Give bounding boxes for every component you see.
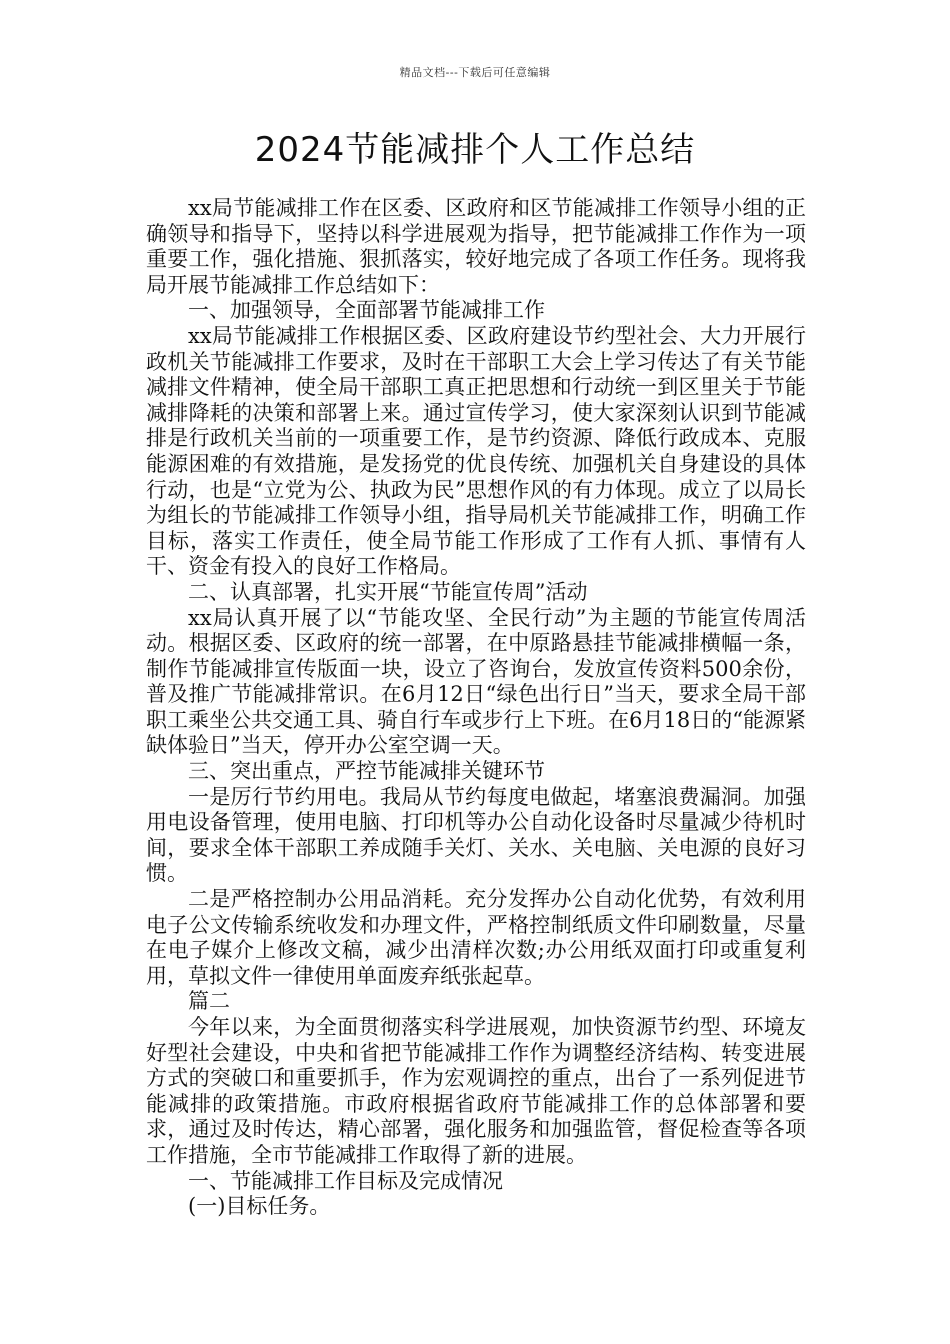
- section-heading-targets: 一、节能减排工作目标及完成情况: [188, 1168, 503, 1193]
- subsection-heading-tasks: (一)目标任务。: [188, 1194, 331, 1219]
- section-heading-1: 一、加强领导，全面部署节能减排工作: [188, 298, 545, 323]
- paragraph-part-two-intro: 今年以来，为全面贯彻落实科学进展观，加快资源节约型、环境友好型社会建设，中央和省把节能减排工作作为调整经济结构、转变进展方式的突破口和重要抓手，作为宏观调控的重点，出台了一系列促进节能减排的政策措施。市政府根据省政府节能减排工作的总体部署和要求，通过及时传达，精心部署，强化服务和加强监管，督促检查等各项工作措施，全市节能减排工作取得了新的进展。: [146, 1015, 806, 1167]
- section-heading-3: 三、突出重点，严控节能减排关键环节: [188, 759, 545, 784]
- document-title: 2024节能减排个人工作总结: [254, 130, 696, 170]
- paragraph-electricity: 一是厉行节约用电。我局从节约每度电做起，堵塞浪费漏洞。加强用电设备管理，使用电脑、打印机等办公自动化设备时尽量减少待机时间，要求全体干部职工养成随手关灯、关水、关电脑、关电源的良好习惯。: [146, 784, 806, 886]
- paragraph-intro: xx局节能减排工作在区委、区政府和区节能减排工作领导小组的正确领导和指导下，坚持以科学进展观为指导，把节能减排工作作为一项重要工作，强化措施、狠抓落实，较好地完成了各项工作任务。现将我局开展节能减排工作总结如下：: [146, 196, 806, 297]
- paragraph-section-2: xx局认真开展了以“节能攻坚、全民行动”为主题的节能宣传周活动。根据区委、区政府的统一部署，在中原路悬挂节能减排横幅一条，制作节能减排宣传版面一块，设立了咨询台，发放宣传资料500余份，普及推广节能减排常识。在6月12日“绿色出行日”当天，要求全局干部职工乘坐公共交通工具、骑自行车或步行上下班。在6月18日的“能源紧缺体验日”当天，停开办公室空调一天。: [146, 605, 806, 758]
- paragraph-section-1: xx局节能减排工作根据区委、区政府建设节约型社会、大力开展行政机关节能减排工作要求，及时在干部职工大会上学习传达了有关节能减排文件精神，使全局干部职工真正把思想和行动统一到区里关于节能减排降耗的决策和部署上来。通过宣传学习，使大家深刻认识到节能减排是行政机关当前的一项重要工作，是节约资源、降低行政成本、克服能源困难的有效措施，是发扬党的优良传统、加强机关自身建设的具体行动，也是“立党为公、执政为民”思想作风的有力体现。成立了以局长为组长的节能减排工作领导小组，指导局机关节能减排工作，明确工作目标，落实工作责任，使全局节能工作形成了工作有人抓、事情有人干、资金有投入的良好工作格局。: [146, 323, 806, 579]
- header-note: 精品文档---下载后可任意编辑: [399, 66, 551, 79]
- part-two-heading: 篇二: [188, 989, 230, 1014]
- section-heading-2: 二、认真部署，扎实开展“节能宣传周”活动: [188, 579, 588, 604]
- document-body: [146, 196, 806, 1220]
- paragraph-office-supplies: 二是严格控制办公用品消耗。充分发挥办公自动化优势，有效利用电子公文传输系统收发和办理文件，严格控制纸质文件印刷数量，尽量在电子媒介上修改文稿，减少出清样次数;办公用纸双面打印或重复利用，草拟文件一律使用单面废弃纸张起草。: [146, 887, 806, 988]
